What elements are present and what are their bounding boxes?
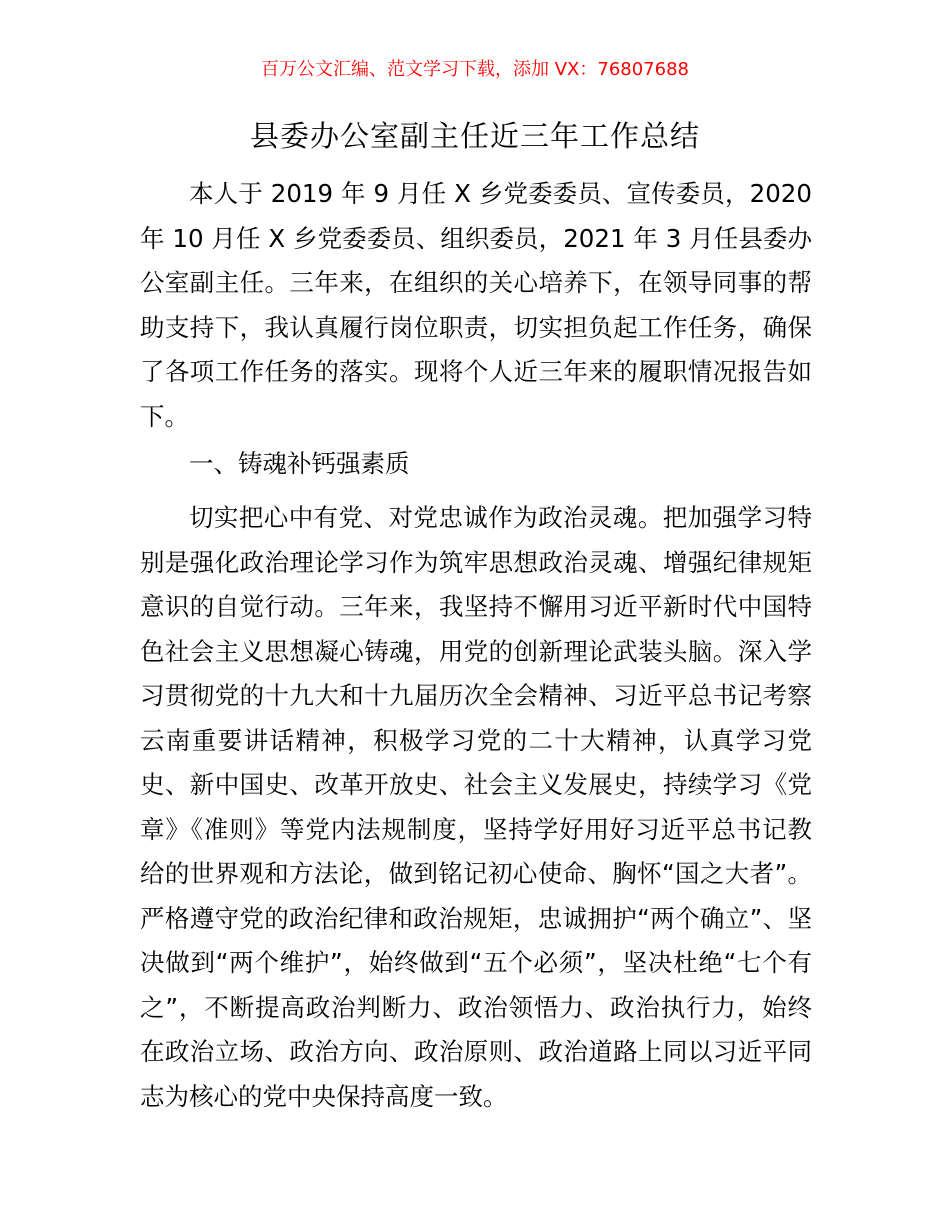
body-paragraph: 切实把心中有党、对党忠诚作为政治灵魂。把加强学习特别是强化政治理论学习作为筑牢思想政治灵魂、增强纪律规矩意识的自觉行动。三年来，我坚持不懈用习近平新时代中国特色社会主义思想凝心铸魂，用党的创新理论武装头脑。深入学习贯彻党的十九大和十九届历次全会精神、习近平总书记考察云南重要讲话精神，积极学习党的二十大精神，认真学习党史、新中国史、改革开放史、社会主义发展史，持续学习《党章》《准则》等党内法规制度，坚持学好用好习近平总书记教给的世界观和方法论，做到铭记初心使命、胸怀“国之大者”。严格遵守党的政治纪律和政治规矩，忠诚拥护“两个确立”、坚决做到“两个维护”，始终做到“五个必须”，坚决杜绝“七个有之”，不断提高政治判断力、政治领悟力、政治执行力，始终在政治立场、政治方向、政治原则、政治道路上同以习近平同志为核心的党中央保持高度一致。 [140, 503, 812, 1111]
watermark-header: 百万公文汇编、范文学习下载，添加 VX：76807688 [261, 59, 689, 80]
document-title: 县委办公室副主任近三年工作总结 [249, 119, 700, 153]
section-heading: 一、铸魂补钙强素质 [189, 449, 410, 478]
intro-paragraph: 本人于 2019 年 9 月任 X 乡党委委员、宣传委员，2020 年 10 月任 X 乡党委委员、组织委员，2021 年 3 月任县委办公室副主任。三年来，在组织的关心培养下，在领导同事的帮助支持下，我认真履行岗位职责，切实担负起工作任务，确保了各项工作任务的落实。现将个人近三年来的履职情况报告如下。 [140, 179, 812, 431]
